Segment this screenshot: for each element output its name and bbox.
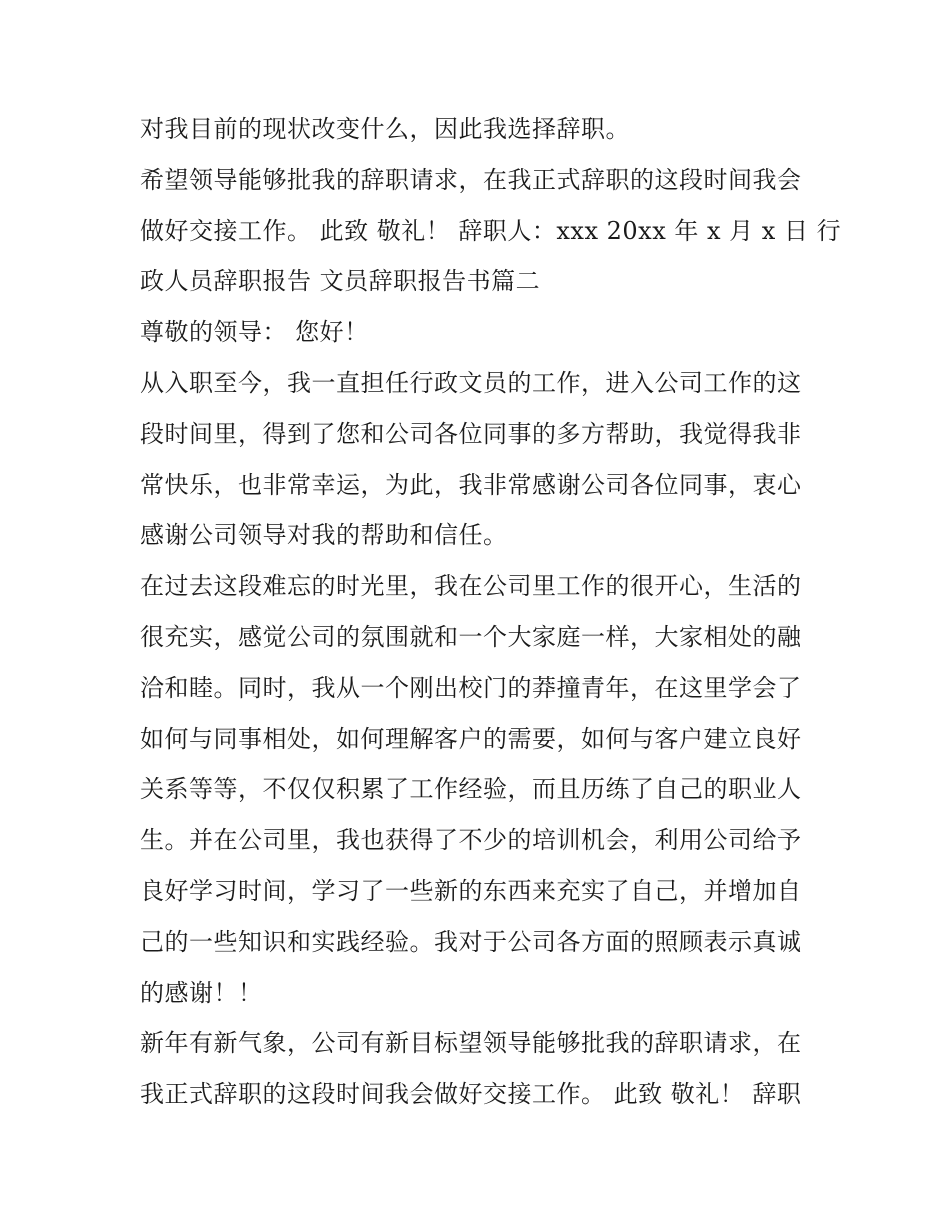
- text-line: 在过去这段难忘的时光里，我在公司里工作的很开心，生活的: [140, 572, 802, 601]
- document-body: [140, 104, 842, 1120]
- text-line: 关系等等，不仅仅积累了工作经验，而且历练了自己的职业人: [140, 775, 802, 804]
- text-line: 尊敬的领导： 您好！: [140, 318, 369, 347]
- text-line: 从入职至今，我一直担任行政文员的工作，进入公司工作的这: [140, 368, 802, 397]
- text-line: 的感谢！！: [140, 978, 263, 1007]
- text-line: 常快乐，也非常幸运，为此，我非常感谢公司各位同事，衷心: [140, 470, 802, 499]
- text-line: 如何与同事相处，如何理解客户的需要，如何与客户建立良好: [140, 724, 802, 753]
- text-line: 对我目前的现状改变什么，因此我选择辞职。: [140, 115, 630, 143]
- text-line: 生。并在公司里，我也获得了不少的培训机会，利用公司给予: [140, 826, 802, 855]
- text-line: 我正式辞职的这段时间我会做好交接工作。 此致 敬礼！ 辞职: [140, 1080, 802, 1109]
- text-line: 政人员辞职报告 文员辞职报告书篇二: [140, 267, 541, 296]
- text-line: 感谢公司领导对我的帮助和信任。: [140, 521, 508, 550]
- text-line: 希望领导能够批我的辞职请求，在我正式辞职的这段时间我会: [140, 165, 802, 194]
- text-line: 洽和睦。同时，我从一个刚出校门的莽撞青年，在这里学会了: [140, 673, 802, 702]
- text-line: 己的一些知识和实践经验。我对于公司各方面的照顾表示真诚: [140, 927, 802, 956]
- text-line: 良好学习时间，学习了一些新的东西来充实了自己，并增加自: [140, 876, 802, 905]
- text-line: 新年有新气象，公司有新目标望领导能够批我的辞职请求，在: [140, 1029, 802, 1058]
- text-line: 段时间里，得到了您和公司各位同事的多方帮助，我觉得我非: [140, 419, 802, 448]
- text-line: 做好交接工作。 此致 敬礼！ 辞职人：xxx 20xx 年 x 月 x 日 行: [140, 216, 842, 245]
- text-line: 很充实，感觉公司的氛围就和一个大家庭一样，大家相处的融: [140, 622, 802, 651]
